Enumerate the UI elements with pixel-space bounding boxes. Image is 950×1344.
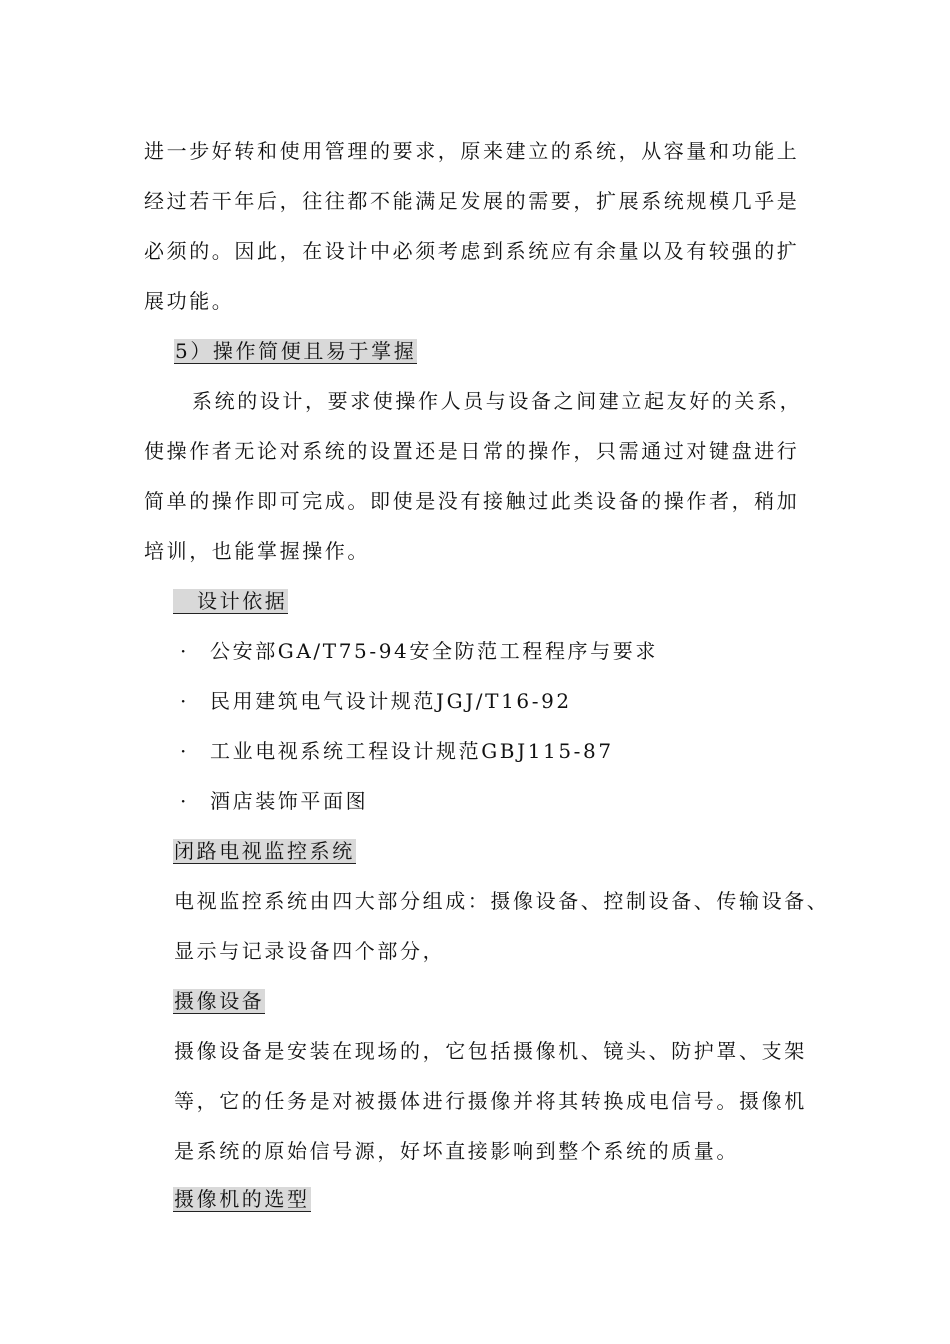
paragraph-1-line-3: 必须的。因此，在设计中必须考虑到系统应有余量以及有较强的扩 xyxy=(144,239,800,263)
paragraph-3-line-1: 电视监控系统由四大部分组成：摄像设备、控制设备、传输设备、 xyxy=(174,889,830,913)
heading-basis-text: 设计依据 xyxy=(173,589,288,614)
paragraph-2-line-2: 使操作者无论对系统的设置还是日常的操作，只需通过对键盘进行 xyxy=(144,439,800,463)
basis-item-text: 民用建筑电气设计规范JGJ/T16-92 xyxy=(210,689,572,713)
paragraph-3-line-2: 显示与记录设备四个部分， xyxy=(174,939,446,963)
heading-cctv xyxy=(173,836,356,866)
basis-item-text: 工业电视系统工程设计规范GBJ115-87 xyxy=(210,739,614,763)
basis-item xyxy=(180,736,614,766)
paragraph-4-line-3: 是系统的原始信号源，好坏直接影响到整个系统的质量。 xyxy=(174,1139,739,1163)
basis-item-text: 酒店装饰平面图 xyxy=(210,789,369,813)
heading-operation-text: 5）操作简便且易于掌握 xyxy=(175,339,417,363)
basis-item xyxy=(180,686,572,716)
bullet-icon: · xyxy=(180,689,189,713)
heading-camera-selection xyxy=(173,1184,311,1214)
bullet-icon: · xyxy=(180,739,189,763)
bullet-icon: · xyxy=(180,639,189,663)
paragraph-4-line-1: 摄像设备是安装在现场的，它包括摄像机、镜头、防护罩、支架 xyxy=(174,1039,807,1063)
paragraph-2-line-3: 简单的操作即可完成。即使是没有接触过此类设备的操作者，稍加 xyxy=(144,489,800,513)
basis-item xyxy=(180,636,658,666)
heading-camera-equipment xyxy=(173,986,265,1016)
paragraph-1-line-2: 经过若干年后，往往都不能满足发展的需要，扩展系统规模几乎是 xyxy=(144,189,800,213)
bullet-icon: · xyxy=(180,789,189,813)
paragraph-1-line-4: 展功能。 xyxy=(144,289,235,313)
heading-camera-equipment-text: 摄像设备 xyxy=(174,989,265,1013)
heading-camera-selection-text: 摄像机的选型 xyxy=(174,1187,310,1211)
heading-operation xyxy=(174,336,417,366)
paragraph-2-line-1: 系统的设计，要求使操作人员与设备之间建立起友好的关系， xyxy=(192,389,803,413)
paragraph-1-line-1: 进一步好转和使用管理的要求，原来建立的系统，从容量和功能上 xyxy=(144,139,800,163)
basis-item xyxy=(180,786,368,816)
basis-item-text: 公安部GA/T75-94安全防范工程程序与要求 xyxy=(210,639,658,663)
heading-cctv-text: 闭路电视监控系统 xyxy=(174,839,355,863)
paragraph-2-line-4: 培训，也能掌握操作。 xyxy=(144,539,370,563)
paragraph-4-line-2: 等，它的任务是对被摄体进行摄像并将其转换成电信号。摄像机 xyxy=(174,1089,807,1113)
heading-basis xyxy=(173,586,288,616)
